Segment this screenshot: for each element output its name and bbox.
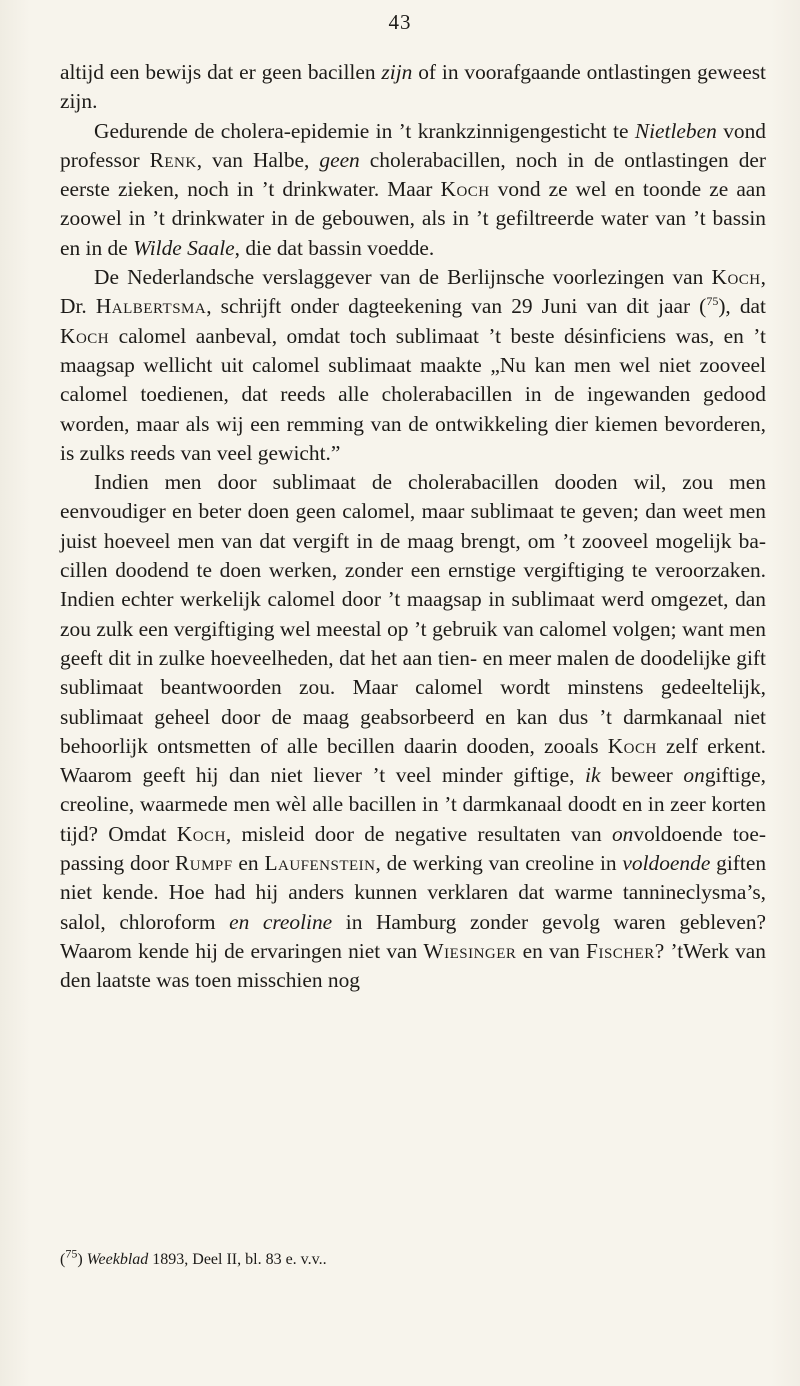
text-run: zelf erkent. Waarom geeft hij dan niet liever ’t veel minder giftige, xyxy=(60,733,766,788)
text-run: en xyxy=(232,851,265,876)
text-run: vond professor xyxy=(60,118,766,172)
text-run: , van Halbe, xyxy=(196,147,320,172)
italic-text: geen xyxy=(319,147,360,172)
paragraph xyxy=(60,468,766,995)
author-name: Rumpf xyxy=(175,851,233,876)
text-run: beweer xyxy=(600,763,684,788)
italic-text: en creoline xyxy=(229,909,333,934)
text-run: of in voorafgaande ontlastingen geweest zijn. xyxy=(60,60,766,114)
italic-text: Wilde Saale xyxy=(133,235,235,260)
author-name: Koch xyxy=(607,733,657,758)
text-run: Indien men door sublimaat de cholerabacillen dooden wil, zou men eenvoudiger en beter doen geen calomel, maar sublimaat te geven; dan weet men juist hoeveel men van dat vergift in de maag brengt, om ’t zooveel mogelijk bacillen doodend te doen werken, zonder een ernstige vergiftiging te veroorzaken. Indien echter werkelijk calomel door ’t maagsap in sublimaat werd omgezet, dan zou zulk een vergiftiging wel meestal op ’t gebruik van calomel volgen; want men geeft dit in zulke hoeveelheden, dat het aan tien- en meer malen de doodelijke gift sublimaat beantwoorden zou. Maar calomel wordt minstens gedeeltelijk, sublimaat geheel door de maag geabsorbeerd en kan dus ’t darmkanaal niet behoorlijk ontsmetten of alle becillen daarin dooden, zooals xyxy=(60,470,766,758)
author-name: Koch xyxy=(176,821,226,846)
text-run: giften niet kende. Hoe had hij anders kunnen verklaren dat warme tannineclysma’s, salol, chloroform xyxy=(60,851,767,934)
author-name: Fischer xyxy=(586,938,655,963)
italic-text: on xyxy=(683,763,705,788)
text-run: De Nederlandsche verslaggever van de Berlijnsche voorlezingen van xyxy=(94,265,712,290)
text-run: ) xyxy=(77,1251,87,1268)
paragraph xyxy=(60,263,766,468)
author-name: Wiesinger xyxy=(423,938,517,963)
paragraph xyxy=(60,117,766,263)
author-name: Halbertsma xyxy=(95,294,207,319)
italic-text: on xyxy=(611,821,634,846)
author-name: Koch xyxy=(60,323,110,348)
text-run: ( xyxy=(60,1251,66,1268)
page-number: 43 xyxy=(388,10,412,34)
text-run: calomel aanbeval, omdat toch sublimaat ’t beste désinficiens was, en ’t maagsap wellicht uit calomel sublimaat maakte „Nu kan men wel niet zooveel calomel toedienen, dat reeds alle cholerabacillen in de ingewanden gedood worden, maar als wij een remming van de ontwikkeling dier kiemen bevorderen, is zulks reeds van veel gewicht.” xyxy=(60,323,766,465)
italic-text: zijn xyxy=(381,60,413,84)
text-run: cholerabacillen, noch in de ontlastingen der eerste zieken, noch in ’t drinkwater. Maar xyxy=(60,147,767,202)
text-run: giftige, creoline, waarmede men wèl alle bacillen in ’t darmkanaal doodt en in zeer korten tijd? Omdat xyxy=(60,763,766,846)
text-run: vond ze wel en toonde ze aan zoowel in ’t drinkwater in de gebouwen, als in ’t gefiltreerde water van ’t bassin en in de xyxy=(60,177,766,260)
text-run: Gedurende de cholera-epidemie in ’t krankzinnigengesticht te xyxy=(94,118,635,143)
italic-text: voldoende xyxy=(622,851,711,876)
italic-text: Nietleben xyxy=(634,118,717,143)
footnote-ref: 75 xyxy=(706,294,719,309)
italic-text: Weekblad xyxy=(86,1251,149,1268)
text-run: voldoende toepassing door xyxy=(60,821,767,876)
author-name: Koch xyxy=(711,265,761,290)
text-run: , de werking van creoline in xyxy=(375,851,623,876)
author-name: Renk xyxy=(149,147,197,172)
footnote-ref: 75 xyxy=(65,1246,78,1261)
author-name: Koch xyxy=(440,177,490,202)
text-run: , schrijft onder dagteekening van 29 Juni van dit jaar ( xyxy=(206,294,707,319)
text-run: ? ’tWerk van den laatste was toen misschien nog xyxy=(60,938,766,993)
text-run: , misleid door de negative resultaten van xyxy=(225,821,612,846)
text-run: in Hamburg zonder gevolg waren gebleven? Waarom kende hij de ervaringen niet van xyxy=(60,909,767,963)
text-run: 1893, Deel II, bl. 83 e. v.v.. xyxy=(148,1251,327,1268)
text-run: en van xyxy=(516,938,587,963)
text-run: altijd een bewijs dat er geen bacillen xyxy=(60,60,382,84)
author-name: Laufenstein xyxy=(264,851,376,876)
footnote xyxy=(60,1246,766,1271)
text-run: , die dat bassin voedde. xyxy=(234,235,435,260)
paragraph xyxy=(60,58,766,117)
body-text xyxy=(60,58,766,996)
italic-text: ik xyxy=(585,763,601,788)
text-run: , Dr. xyxy=(60,265,766,319)
text-run: ), dat xyxy=(718,294,766,319)
